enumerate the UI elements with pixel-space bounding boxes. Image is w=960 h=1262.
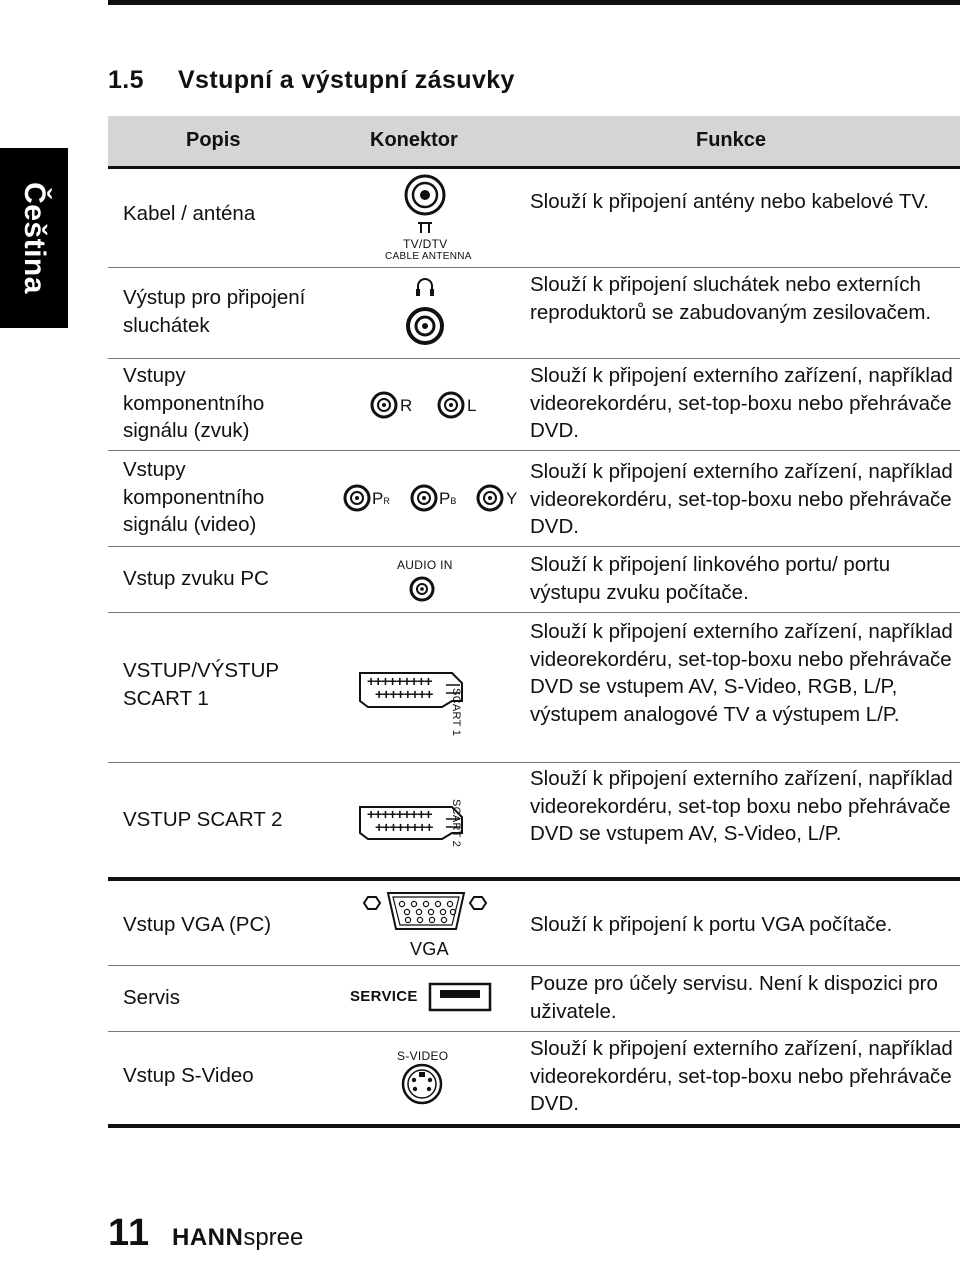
table-row-headphones: [108, 268, 960, 359]
antenna-caption-2: CABLE ANTENNA: [385, 251, 472, 262]
section-number: 1.5: [108, 66, 144, 94]
row-description: Výstup pro připojení sluchátek: [123, 286, 306, 337]
row-function: Slouží k připojení sluchátek nebo externích reproduktorů se zabudovaným zesilovačem.: [530, 273, 932, 324]
audio-in-jack-icon: [340, 547, 530, 612]
jack-label-pb: PB: [439, 489, 457, 508]
row-description: Vstupy komponentního signálu (zvuk): [123, 364, 265, 442]
row-description: Vstupy komponentního signálu (video): [123, 458, 265, 536]
rca-video-jacks-icon: [340, 451, 530, 546]
table-row-component-audio: [108, 359, 960, 451]
antenna-caption-1: TV/DTV: [403, 237, 448, 251]
table-header: [108, 116, 960, 169]
scart-1-pins-bottom: ++++++++: [375, 686, 433, 702]
language-tab-label: Čeština: [18, 182, 51, 294]
row-description: Vstup S-Video: [123, 1064, 254, 1087]
scart-2-pins-bottom: ++++++++: [375, 819, 433, 835]
section-heading: Vstupní a výstupní zásuvky: [177, 66, 515, 94]
audio-in-caption: AUDIO IN: [397, 558, 453, 572]
connector-cell: [340, 1032, 530, 1124]
table-row-vga: [108, 877, 960, 966]
row-function: Slouží k připojení externího zařízení, například videorekordéru, set-top-boxu nebo přehrávače DVD.: [530, 1037, 953, 1115]
table-row-pc-audio: [108, 547, 960, 613]
row-function: Slouží k připojení k portu VGA počítače.: [530, 913, 893, 936]
row-function: Slouží k připojení externího zařízení, například videorekordéru, set-top-boxu nebo přehrávače DVD.: [530, 364, 953, 442]
connector-cell: [340, 359, 530, 450]
header-konektor: Konektor: [370, 129, 458, 151]
row-function: Pouze pro účely servisu. Není k dispozici pro uživatele.: [530, 972, 938, 1023]
row-function: Slouží k připojení externího zařízení, například videorekordéru, set-top boxu nebo přehrávače DVD se vstupem AV, S-Video, L/P.: [530, 767, 953, 845]
rca-audio-jacks-icon: [340, 359, 530, 450]
table-row-antenna: [108, 169, 960, 268]
connector-cell: [340, 881, 530, 965]
connector-cell: [340, 547, 530, 612]
language-tab: [0, 148, 68, 328]
connector-cell: [340, 268, 530, 358]
row-description: Vstup zvuku PC: [123, 567, 269, 590]
scart-2-pins-top: +++++++++: [367, 806, 432, 822]
connector-cell: [340, 451, 530, 546]
header-funkce: Funkce: [696, 129, 767, 151]
s-video-connector-icon: [340, 1032, 530, 1124]
row-description: Vstup VGA (PC): [123, 913, 272, 936]
row-function: Slouží k připojení externího zařízení, například videorekordéru, set-top-boxu nebo přehrávače DVD.: [530, 460, 953, 538]
s-video-caption: S-VIDEO: [397, 1049, 449, 1063]
table-row-component-video: [108, 451, 960, 547]
brand-logo: [172, 1224, 303, 1252]
table-row-s-video: [108, 1032, 960, 1128]
table-row-scart-1: [108, 613, 960, 763]
scart-1-pins-top: +++++++++: [367, 673, 432, 689]
usb-service-port-icon: [340, 962, 530, 1031]
scart-2-caption: SCART 2: [450, 799, 462, 848]
connector-cell: [340, 962, 530, 1031]
page-number: 11: [108, 1212, 151, 1254]
brand-bold: HANN: [172, 1224, 244, 1251]
section-title: [108, 66, 515, 95]
row-description: Kabel / anténa: [123, 202, 256, 225]
row-function: Slouží k připojení linkového portu/ portu výstupu zvuku počítače.: [530, 553, 891, 604]
connector-cell: [340, 169, 530, 267]
connector-cell: [340, 613, 530, 762]
row-function: Slouží k připojení externího zařízení, například videorekordéru, set-top-boxu nebo přehrávače DVD se vstupem AV, S-Video, RGB, L/P, výstupem analogové TV a výstupem L/P.: [530, 620, 953, 726]
row-description: VSTUP/VÝSTUP SCART 1: [123, 659, 279, 710]
connector-cell: [340, 763, 530, 877]
top-rule: [108, 0, 960, 5]
jack-label-r: R: [400, 396, 413, 415]
jack-label-y: Y: [506, 489, 518, 508]
scart-1-caption: SCART 1: [450, 688, 462, 737]
brand-regular: spree: [243, 1224, 304, 1251]
service-caption: SERVICE: [350, 988, 418, 1005]
row-description: VSTUP SCART 2: [123, 808, 283, 831]
jack-label-pr: PR: [372, 489, 390, 508]
vga-caption: VGA: [410, 939, 449, 959]
table-row-service: [108, 962, 960, 1032]
header-popis: Popis: [186, 129, 241, 151]
headphone-jack-icon: [340, 268, 530, 358]
row-function: Slouží k připojení antény nebo kabelové TV.: [530, 190, 929, 213]
row-description: Servis: [123, 986, 180, 1009]
table-row-scart-2: [108, 763, 960, 877]
jack-label-l: L: [467, 396, 477, 415]
